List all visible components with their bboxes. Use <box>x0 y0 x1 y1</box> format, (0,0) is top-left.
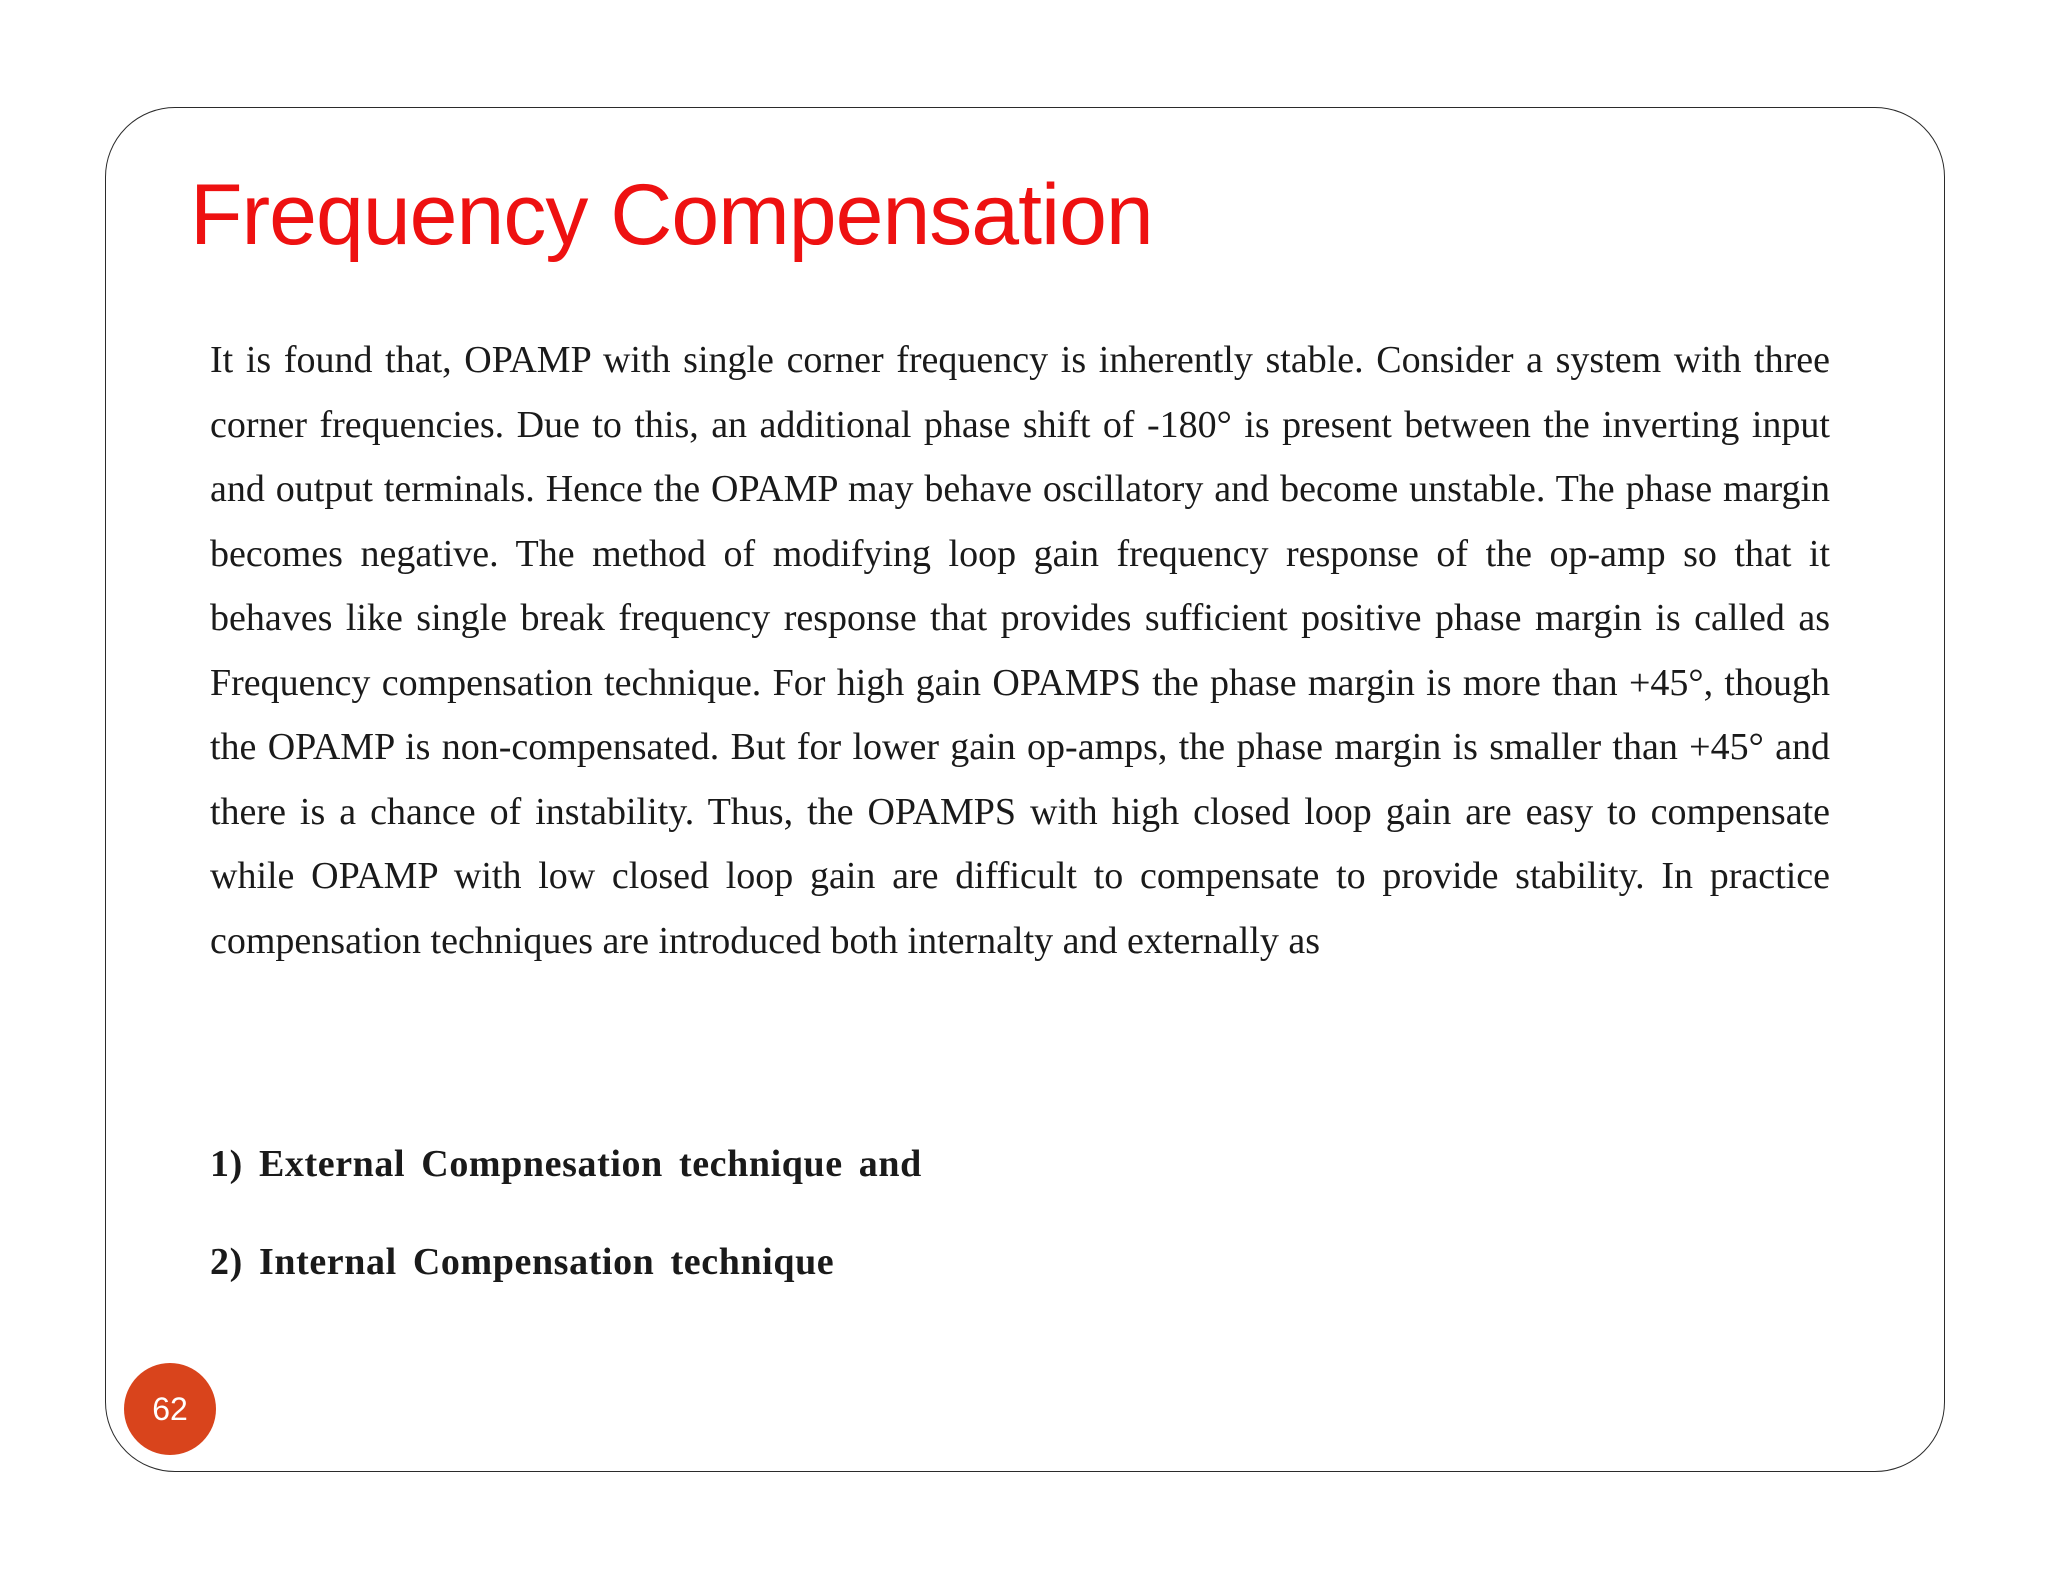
list-item-internal: 2) Internal Compensation technique <box>210 1241 835 1283</box>
page-number-badge: 62 <box>124 1363 216 1455</box>
technique-list <box>210 1132 922 1328</box>
body-paragraph: It is found that, OPAMP with single corner frequency is inherently stable. Consider a system with three corner frequencies. Due to this, an additional phase shift of -180° is present between the inverting input and output terminals. Hence the OPAMP may behave oscillatory and become unstable. The phase margin becomes negative. The method of modifying loop gain frequency response of the op-amp so that it behaves like single break frequency response that provides sufficient positive phase margin is called as Frequency compensation technique. For high gain OPAMPS the phase margin is more than +45°, though the OPAMP is non-compensated. But for lower gain op-amps, the phase margin is smaller than +45° and there is a chance of instability. Thus, the OPAMPS with high closed loop gain are easy to compensate while OPAMP with low closed loop gain are difficult to compensate to provide stability. In practice compensation techniques are introduced both internalty and externally as <box>210 339 1830 962</box>
list-item-external: 1) External Compnesation technique and <box>210 1143 922 1185</box>
slide-title: Frequency Compensation <box>190 167 1153 263</box>
